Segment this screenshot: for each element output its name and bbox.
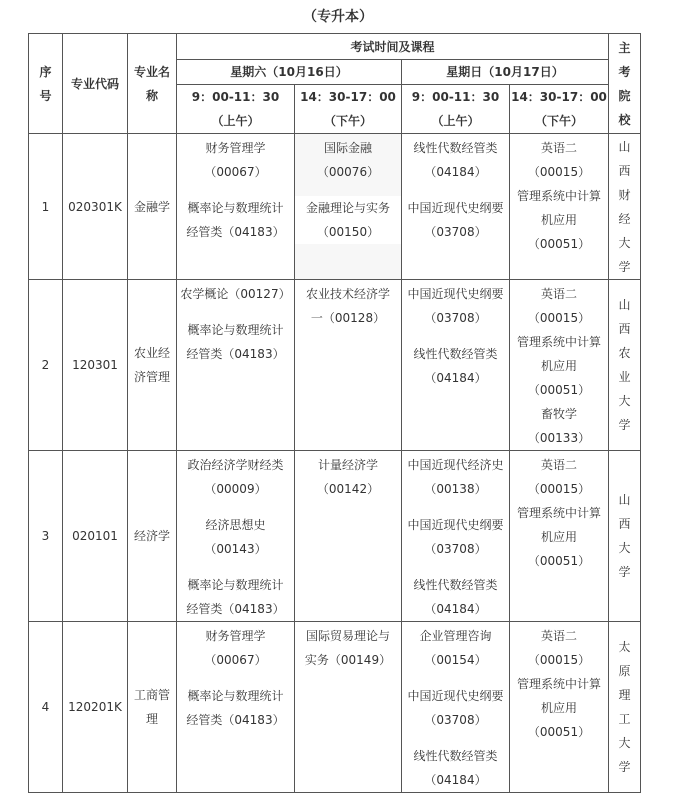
header-school: 主 考 院 校	[609, 34, 641, 134]
row-seq: 3	[29, 451, 63, 622]
course-cell-sun-pm	[510, 451, 609, 622]
course-cell-sat-am	[177, 280, 295, 451]
header-sun-morning: 9：00-11：30 （上午）	[402, 85, 510, 134]
header-major-code: 专业代码	[63, 34, 128, 134]
course-entry: 计量经济学 （00142）	[316, 458, 380, 496]
course-entry: 经济思想史 （00143）	[204, 518, 267, 556]
header-sat-afternoon: 14：30-17：00 （下午）	[295, 85, 402, 134]
course-cell-sun-am	[402, 622, 510, 793]
course-entry: 线性代数经管类 （04184）	[413, 578, 498, 616]
header-seq: 序 号	[29, 34, 63, 134]
course-entry: 中国近现代史纲要 （03708）	[407, 201, 504, 239]
course-entry: 国际金融 （00076）	[316, 141, 380, 179]
course-cell-sat-am	[177, 451, 295, 622]
course-cell-sun-pm	[510, 280, 609, 451]
course-entry: 国际贸易理论与 实务（00149）	[304, 629, 392, 667]
row-major-name: 农业经 济管理	[128, 280, 177, 451]
course-entry: 英语二 （00015） 管理系统中计算 机应用 （00051）	[517, 141, 602, 251]
course-entry: 中国近现代史纲要 （03708）	[407, 689, 504, 727]
course-entry: 中国近现代史纲要 （03708）	[407, 287, 504, 325]
course-cell-sun-pm	[510, 622, 609, 793]
row-major-code: 020101	[63, 451, 128, 622]
row-major-name: 工商管 理	[128, 622, 177, 793]
row-major-code: 120301	[63, 280, 128, 451]
row-seq: 2	[29, 280, 63, 451]
course-entry: 线性代数经管类 （04184）	[413, 141, 498, 179]
header-major-name: 专业名 称	[128, 34, 177, 134]
course-entry: 线性代数经管类 （04184）	[413, 347, 498, 385]
course-cell-sat-am	[177, 134, 295, 280]
course-entry: 英语二 （00015） 管理系统中计算 机应用 （00051）	[517, 458, 602, 568]
course-cell-sat-pm	[295, 622, 402, 793]
header-saturday: 星期六（10月16日）	[177, 60, 402, 85]
header-sun-afternoon: 14：30-17：00 （下午）	[510, 85, 609, 134]
header-sunday: 星期日（10月17日）	[402, 60, 609, 85]
course-entry: 财务管理学 （00067）	[204, 629, 267, 667]
course-cell-sun-am	[402, 451, 510, 622]
row-major-name: 经济学	[128, 451, 177, 622]
row-major-name: 金融学	[128, 134, 177, 280]
course-entry: 概率论与数理统计 经管类（04183）	[186, 323, 285, 361]
course-entry: 农业技术经济学 一（00128）	[305, 287, 390, 325]
page-title: （专升本）	[303, 9, 373, 25]
course-entry: 政治经济学财经类 （00009）	[187, 458, 284, 496]
table-row	[29, 280, 641, 451]
row-school: 山 西 财 经 大 学	[609, 134, 641, 280]
course-cell-sat-pm	[295, 134, 402, 280]
course-entry: 概率论与数理统计 经管类（04183）	[186, 578, 285, 616]
header-sat-morning: 9：00-11：30 （上午）	[177, 85, 295, 134]
course-cell-sun-am	[402, 134, 510, 280]
table-row	[29, 134, 641, 280]
course-entry: 英语二 （00015） 管理系统中计算 机应用 （00051） 畜牧学 （00133）	[517, 287, 602, 445]
course-entry: 概率论与数理统计 经管类（04183）	[186, 689, 285, 727]
header-exam-time: 考试时间及课程	[177, 34, 609, 60]
row-school: 太 原 理 工 大 学	[609, 622, 641, 793]
course-entry: 英语二 （00015） 管理系统中计算 机应用 （00051）	[517, 629, 602, 739]
course-cell-sat-pm	[295, 451, 402, 622]
course-entry: 中国近现代经济史 （00138）	[407, 458, 504, 496]
table-row	[29, 622, 641, 793]
row-major-code: 120201K	[63, 622, 128, 793]
table-row	[29, 451, 641, 622]
course-entry: 企业管理咨询 （00154）	[419, 629, 492, 667]
row-major-code: 020301K	[63, 134, 128, 280]
course-entry: 中国近现代史纲要 （03708）	[407, 518, 504, 556]
course-cell-sat-am	[177, 622, 295, 793]
course-entry: 概率论与数理统计 经管类（04183）	[186, 201, 285, 239]
course-entry: 财务管理学 （00067）	[204, 141, 267, 179]
row-school: 山 西 大 学	[609, 451, 641, 622]
course-cell-sun-pm	[510, 134, 609, 280]
course-entry: 农学概论（00127）	[180, 287, 291, 301]
row-seq: 4	[29, 622, 63, 793]
course-entry: 线性代数经管类 （04184）	[413, 749, 498, 787]
row-school: 山 西 农 业 大 学	[609, 280, 641, 451]
exam-schedule-table	[28, 33, 641, 793]
course-entry: 金融理论与实务 （00150）	[295, 196, 401, 244]
row-seq: 1	[29, 134, 63, 280]
course-cell-sat-pm	[295, 280, 402, 451]
course-cell-sun-am	[402, 280, 510, 451]
